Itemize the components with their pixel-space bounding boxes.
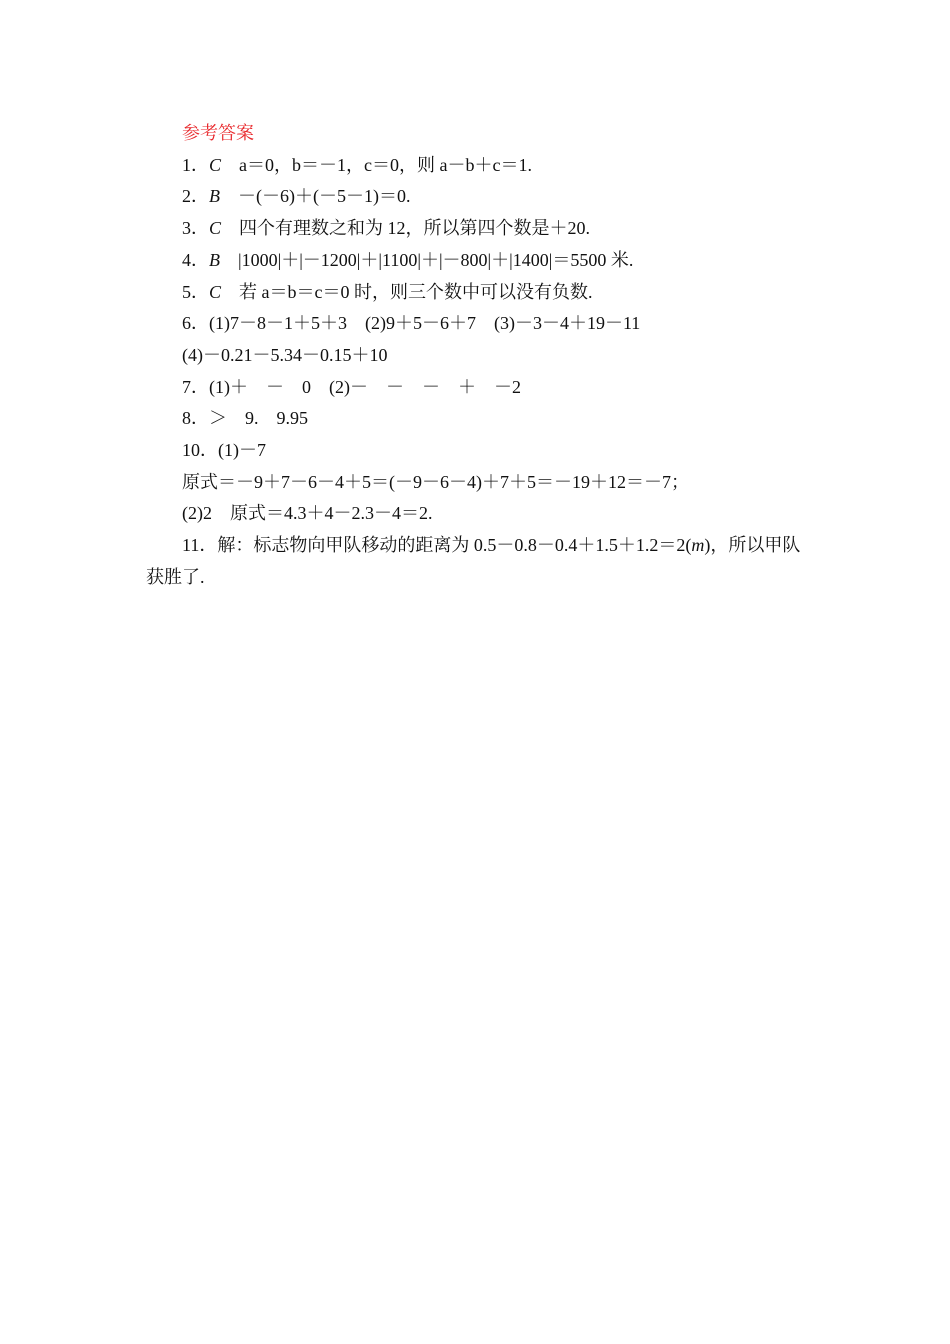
answer-item-5 xyxy=(146,277,816,309)
choice-letter: C xyxy=(209,218,222,239)
answer-explanation: 若 a＝b＝c＝0 时，则三个数中可以没有负数. xyxy=(239,281,593,302)
answer-11-text: 11．解：标志物向甲队移动的距离为 0.5－0.8－0.4＋1.5＋1.2＝2( xyxy=(182,535,692,556)
choice-letter: C xyxy=(209,154,222,175)
answer-item-7: 7．(1)＋ － 0 (2)－ － － ＋ －2 xyxy=(182,376,521,397)
answer-item-10-work: 原式＝－9＋7－6－4＋5＝(－9－6－4)＋7＋5＝－19＋12＝－7； xyxy=(182,471,689,492)
choice-letter: C xyxy=(209,281,222,302)
item-number: 2． xyxy=(182,186,209,207)
choice-letter: B xyxy=(209,186,220,207)
unit-symbol: m xyxy=(691,535,705,556)
answer-item-8-9: 8．＞ 9. 9.95 xyxy=(182,408,308,429)
answer-explanation: 四个有理数之和为 12，所以第四个数是＋20. xyxy=(239,218,591,239)
answer-section xyxy=(146,118,816,594)
answer-explanation: －(－6)＋(－5－1)＝0. xyxy=(238,186,411,207)
answer-explanation: a＝0，b＝－1，c＝0，则 a－b＋c＝1. xyxy=(239,154,532,175)
answer-item-10-part2: (2)2 原式＝4.3＋4－2.3－4＝2. xyxy=(182,503,433,524)
answer-item-4 xyxy=(146,245,816,277)
section-heading: 参考答案 xyxy=(182,123,254,143)
answer-item-6-continued: (4)－0.21－5.34－0.15＋10 xyxy=(182,344,388,365)
item-number: 5． xyxy=(182,281,209,302)
answer-item-1 xyxy=(146,150,816,182)
answer-item-6: 6．(1)7－8－1＋5＋3 (2)9＋5－6＋7 (3)－3－4＋19－11 xyxy=(182,313,641,334)
answer-item-2 xyxy=(146,181,816,213)
answer-item-3 xyxy=(146,213,816,245)
answer-item-10: 10．(1)－7 xyxy=(182,440,266,461)
answer-explanation: |1000|＋|－1200|＋|1100|＋|－800|＋|1400|＝5500 米. xyxy=(238,249,634,270)
item-number: 4． xyxy=(182,249,209,270)
item-number: 1． xyxy=(182,154,209,175)
answer-item-11 xyxy=(146,530,816,593)
answer-11-conclusion: )，所以甲队获胜了. xyxy=(146,535,801,587)
choice-letter: B xyxy=(209,249,220,270)
item-number: 3． xyxy=(182,218,209,239)
